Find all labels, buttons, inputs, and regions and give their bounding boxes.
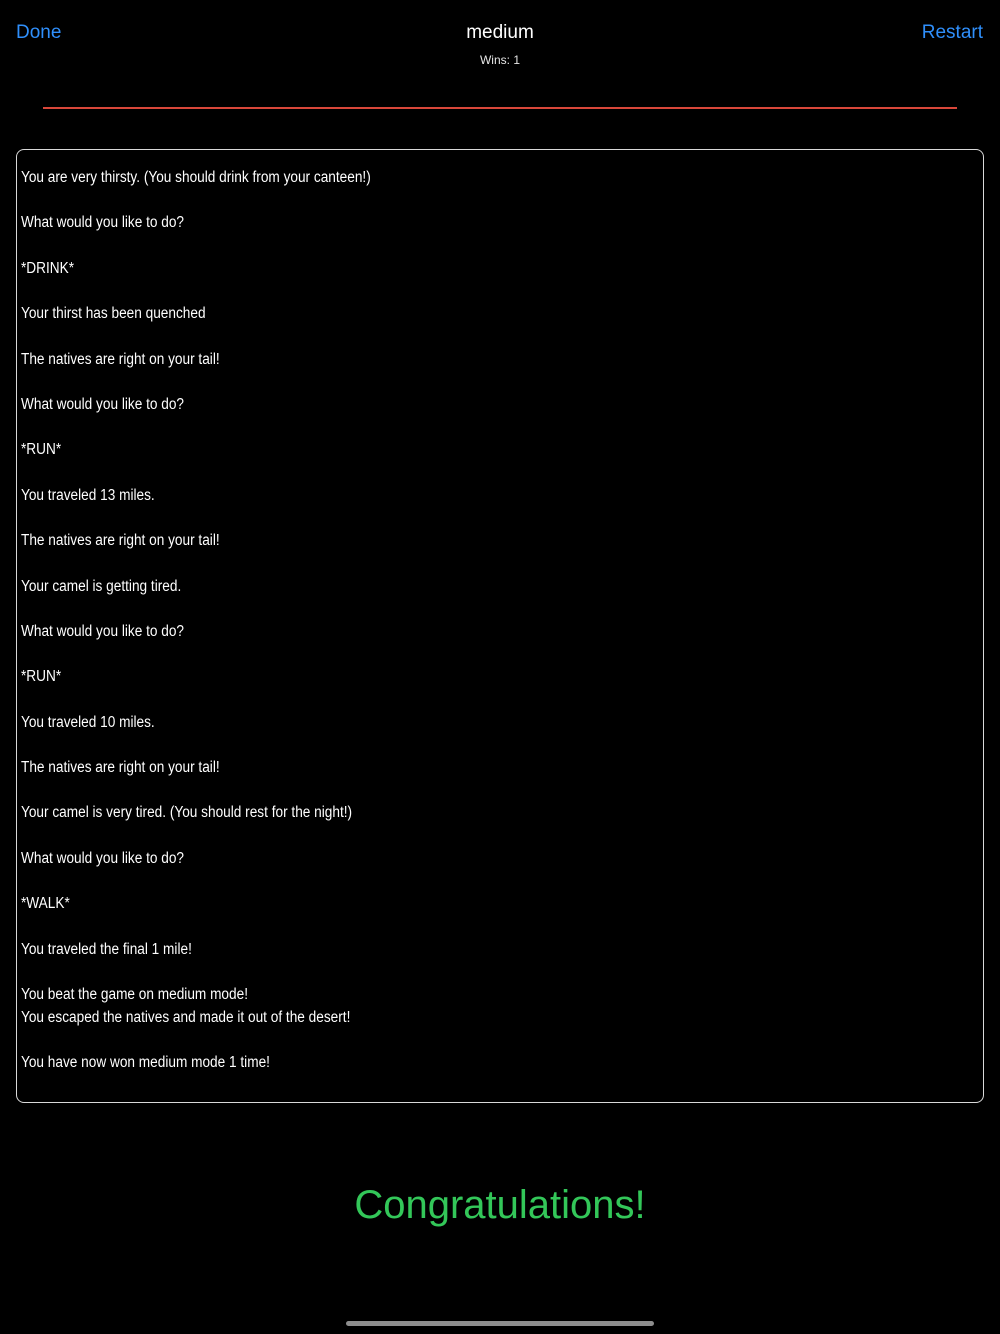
- game-log[interactable]: [16, 149, 984, 1103]
- wins-counter: Wins: 1: [479, 53, 520, 67]
- log-line: [21, 871, 864, 894]
- log-line: You have now won medium mode 1 time!: [21, 1054, 270, 1072]
- log-line: [21, 553, 864, 576]
- log-line: What would you like to do?: [21, 622, 185, 640]
- home-indicator[interactable]: [346, 1321, 654, 1326]
- log-line: You traveled 13 miles.: [21, 486, 155, 504]
- log-line: What would you like to do?: [21, 214, 185, 232]
- log-line: [21, 961, 864, 984]
- log-line: [21, 644, 864, 667]
- log-line: The natives are right on your tail!: [21, 759, 220, 777]
- log-line: [21, 734, 864, 757]
- log-line: [21, 235, 864, 258]
- log-line: *WALK*: [21, 895, 70, 913]
- log-line: Your camel is very tired. (You should rest for the night!): [21, 804, 353, 822]
- log-line: You traveled 10 miles.: [21, 713, 155, 731]
- log-line: [21, 916, 864, 939]
- log-line: Your camel is getting tired.: [21, 577, 182, 595]
- done-button[interactable]: Done: [16, 22, 62, 43]
- log-line: The natives are right on your tail!: [21, 350, 220, 368]
- log-line: You traveled the final 1 mile!: [21, 940, 192, 958]
- log-line: [21, 507, 864, 530]
- log-line: [21, 689, 864, 712]
- log-line: *RUN*: [21, 441, 62, 459]
- log-line: [21, 1029, 864, 1052]
- log-line: [21, 371, 864, 394]
- log-line: [21, 280, 864, 303]
- log-line: *RUN*: [21, 668, 62, 686]
- log-line: [21, 598, 864, 621]
- log-line: You are very thirsty. (You should drink from your canteen!): [21, 169, 371, 186]
- restart-button[interactable]: Restart: [921, 22, 983, 43]
- log-line: [21, 462, 864, 485]
- log-line: [21, 326, 864, 349]
- log-line: You escaped the natives and made it out of the desert!: [21, 1008, 351, 1026]
- log-line: You beat the game on medium mode!: [21, 986, 248, 1004]
- log-line: *DRINK*: [21, 259, 75, 277]
- log-line: [21, 417, 864, 440]
- log-line: What would you like to do?: [21, 849, 185, 867]
- log-line: The natives are right on your tail!: [21, 532, 220, 550]
- congratulations-message: Congratulations!: [354, 1183, 646, 1227]
- page-title: medium: [466, 22, 534, 43]
- log-line: [21, 780, 864, 803]
- progress-line: [43, 107, 957, 109]
- log-line: [21, 190, 864, 213]
- log-line: Your thirst has been quenched: [21, 305, 206, 323]
- log-line: [21, 825, 864, 848]
- log-line: What would you like to do?: [21, 395, 185, 413]
- title-block: [0, 21, 1000, 68]
